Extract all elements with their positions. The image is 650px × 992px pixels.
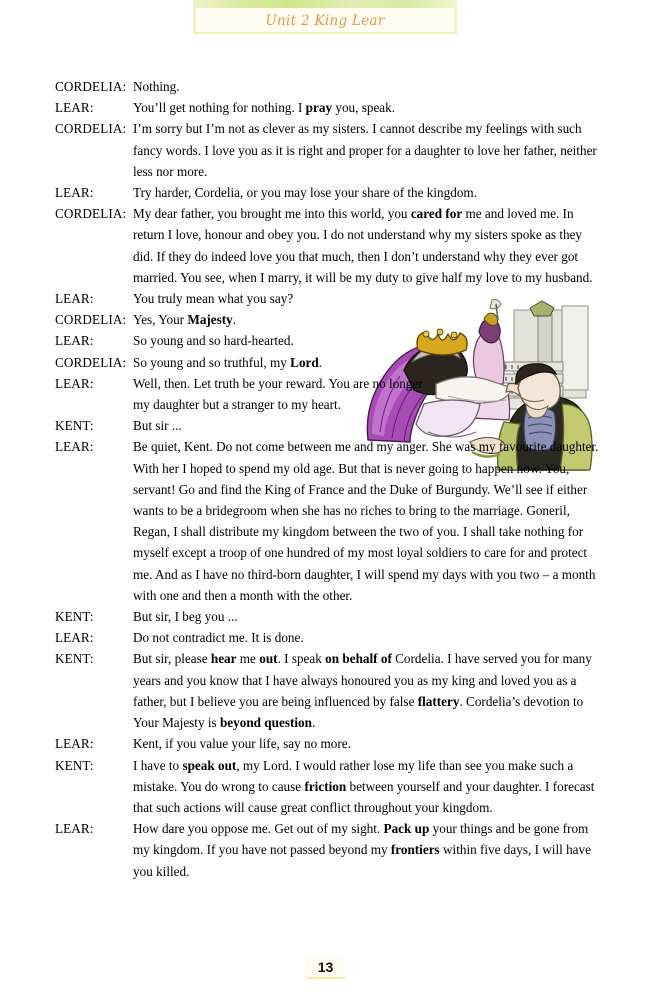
dialogue-text-run: You’ll get nothing for nothing. I: [133, 100, 306, 116]
dialogue-line: [55, 76, 600, 97]
speaker-label: CORDELIA:: [55, 354, 127, 370]
dialogue-line: [55, 648, 600, 733]
dialogue-text: [133, 415, 600, 436]
vocabulary-term: on behalf of: [325, 651, 392, 667]
dialogue-text-run: .: [232, 312, 237, 328]
dialogue-text-run: Nothing.: [133, 79, 180, 94]
dialogue-text: [133, 288, 433, 309]
dialogue-text-run: I’m sorry but I’m not as clever as my sisters. I cannot describe my feelings with such fancy words. I love you as it is right and proper for a daughter to love her father, neither less nor more.: [133, 121, 597, 179]
page-number: 13: [317, 959, 334, 975]
speaker-label: CORDELIA:: [55, 121, 127, 137]
dialogue-text-run: your things and be gone from my kingdom. If you have not passed beyond my: [133, 821, 589, 858]
dialogue-text-run: But sir ...: [133, 418, 182, 434]
dialogue-text-run: How dare you oppose me. Get out of my sight.: [133, 821, 384, 837]
dialogue-text-run: Be quiet, Kent. Do not come between me and my anger. She was my favourite daughter. With her I hoped to spend my old age. But that is never going to happen now. You, servant! Go and find the King of France and the Duke of Burgundy. We’ll see if either wants to be a bridegroom when she has no riches to bring to the marriage. Goneril, Regan, I shall distribute my kingdom between the two of you. I shall take nothing for myself except a troop of one hundred of my most loyal soldiers to care for and protect me. And as I have no third-born daughter, I will spend my days with you two – a month with one and then a month with the other.: [133, 439, 599, 603]
dialogue-text-run: , my Lord. I would rather lose my life than see you make such a mistake. You do wrong to cause: [133, 757, 574, 794]
dialogue-line: [55, 182, 600, 203]
dialogue-text: [133, 330, 433, 351]
speaker-label: LEAR:: [55, 185, 94, 201]
dialogue-line: [55, 288, 600, 309]
dialogue-text-run: Do not contradict me. It is done.: [133, 630, 304, 646]
dialogue-line: [55, 97, 600, 118]
dialogue-text-run: Yes, Your: [133, 312, 188, 328]
page-footer: [0, 957, 650, 983]
dialogue-text: [133, 755, 600, 819]
dialogue-text: [133, 648, 600, 733]
dialogue-line: [55, 755, 600, 819]
vocabulary-term: Pack up: [383, 821, 430, 837]
speaker-label: KENT:: [55, 609, 94, 625]
dialogue-text: [133, 76, 600, 97]
dialogue-line: [55, 415, 600, 436]
speaker-label: CORDELIA:: [55, 79, 127, 94]
dialogue-text-run: .: [311, 715, 316, 731]
vocabulary-term: pray: [305, 100, 333, 116]
dialogue-text-run: Well, then. Let truth be your reward. You are no longer my daughter but a stranger to my heart.: [133, 375, 423, 413]
vocabulary-term: friction: [304, 778, 347, 794]
dialogue-text-run: me: [236, 651, 260, 667]
dialogue-text-run: . Cordelia’s devotion to Your Majesty is: [133, 693, 584, 731]
vocabulary-term: flattery: [417, 693, 460, 709]
speaker-label: LEAR:: [55, 736, 94, 752]
speaker-label: LEAR:: [55, 439, 94, 455]
vocabulary-term: hear: [210, 651, 237, 667]
play-script: [55, 76, 600, 882]
dialogue-text: [133, 118, 600, 182]
dialogue-text-run: Kent, if you value your life, say no more.: [133, 736, 351, 752]
vocabulary-term: beyond question: [219, 715, 312, 731]
dialogue-text-run: Cordelia. I have served you for many years and you know that I have always honoured you as my king and loved you as a father, but I believe you are being influenced by false: [133, 651, 592, 709]
dialogue-text: [133, 436, 600, 606]
vocabulary-term: out: [259, 651, 278, 667]
dialogue-text-run: My dear father, you brought me into this world, you: [133, 206, 411, 222]
speaker-label: LEAR:: [55, 100, 94, 116]
dialogue-text-run: So young and so truthful, my: [133, 354, 291, 370]
dialogue-line: [55, 118, 600, 182]
dialogue-text-run: But sir, I beg you ...: [133, 609, 238, 625]
dialogue-line: [55, 352, 600, 373]
dialogue-text: [133, 373, 433, 415]
dialogue-line: [55, 309, 600, 330]
dialogue-text-run: You truly mean what you say?: [133, 291, 294, 307]
dialogue-text-run: . I speak: [277, 651, 326, 667]
dialogue-line: [55, 818, 600, 882]
dialogue-text: [133, 606, 600, 627]
speaker-label: LEAR:: [55, 375, 94, 391]
speaker-label: LEAR:: [55, 821, 94, 837]
dialogue-text-run: I have to: [133, 757, 183, 773]
speaker-label: KENT:: [55, 651, 94, 667]
dialogue-text-run: me and loved me. In return I love, honour and obey you. I do not understand why my sisters spoke as they did. If they do indeed love you that much, then I don’t understand why they ever got married. You see, when I marry, it will be my duty to give half my love to my husband.: [133, 206, 593, 285]
dialogue-line: [55, 733, 600, 754]
vocabulary-term: speak out: [182, 757, 237, 773]
dialogue-text: [133, 203, 600, 288]
dialogue-text-run: Try harder, Cordelia, or you may lose your share of the kingdom.: [133, 185, 477, 201]
dialogue-text: [133, 97, 600, 118]
dialogue-text-run: between yourself and your daughter. I forecast that such actions will cause great conflict throughout your kingdom.: [133, 778, 595, 815]
dialogue-line: [55, 436, 600, 606]
speaker-label: CORDELIA:: [55, 312, 127, 328]
dialogue-text-run: within five days, I will have you killed.: [133, 842, 591, 879]
dialogue-line: [55, 606, 600, 627]
dialogue-text-run: So young and so hard-hearted.: [133, 333, 294, 349]
vocabulary-term: Majesty: [187, 312, 233, 328]
dialogue-text: [133, 627, 600, 648]
speaker-label: KENT:: [55, 757, 94, 773]
vocabulary-term: frontiers: [390, 842, 440, 858]
dialogue-text-run: you, speak.: [332, 100, 396, 116]
page-header-band: [193, 0, 457, 34]
vocabulary-term: Lord: [290, 354, 319, 370]
speaker-label: CORDELIA:: [55, 206, 127, 222]
dialogue-line: [55, 627, 600, 648]
speaker-label: KENT:: [55, 418, 94, 434]
dialogue-line: [55, 373, 600, 415]
dialogue-text-run: But sir, please: [133, 651, 211, 667]
speaker-label: LEAR:: [55, 630, 94, 646]
dialogue-text: [133, 733, 600, 754]
dialogue-line: [55, 203, 600, 288]
unit-title: Unit 2 King Lear: [265, 13, 385, 29]
dialogue-text: [133, 182, 600, 203]
vocabulary-term: cared for: [410, 206, 463, 222]
speaker-label: LEAR:: [55, 291, 94, 307]
dialogue-text: [133, 309, 433, 330]
dialogue-line: [55, 330, 600, 351]
dialogue-text: [133, 818, 600, 882]
dialogue-text-run: .: [318, 354, 323, 370]
speaker-label: LEAR:: [55, 333, 94, 349]
dialogue-text: [133, 352, 433, 373]
